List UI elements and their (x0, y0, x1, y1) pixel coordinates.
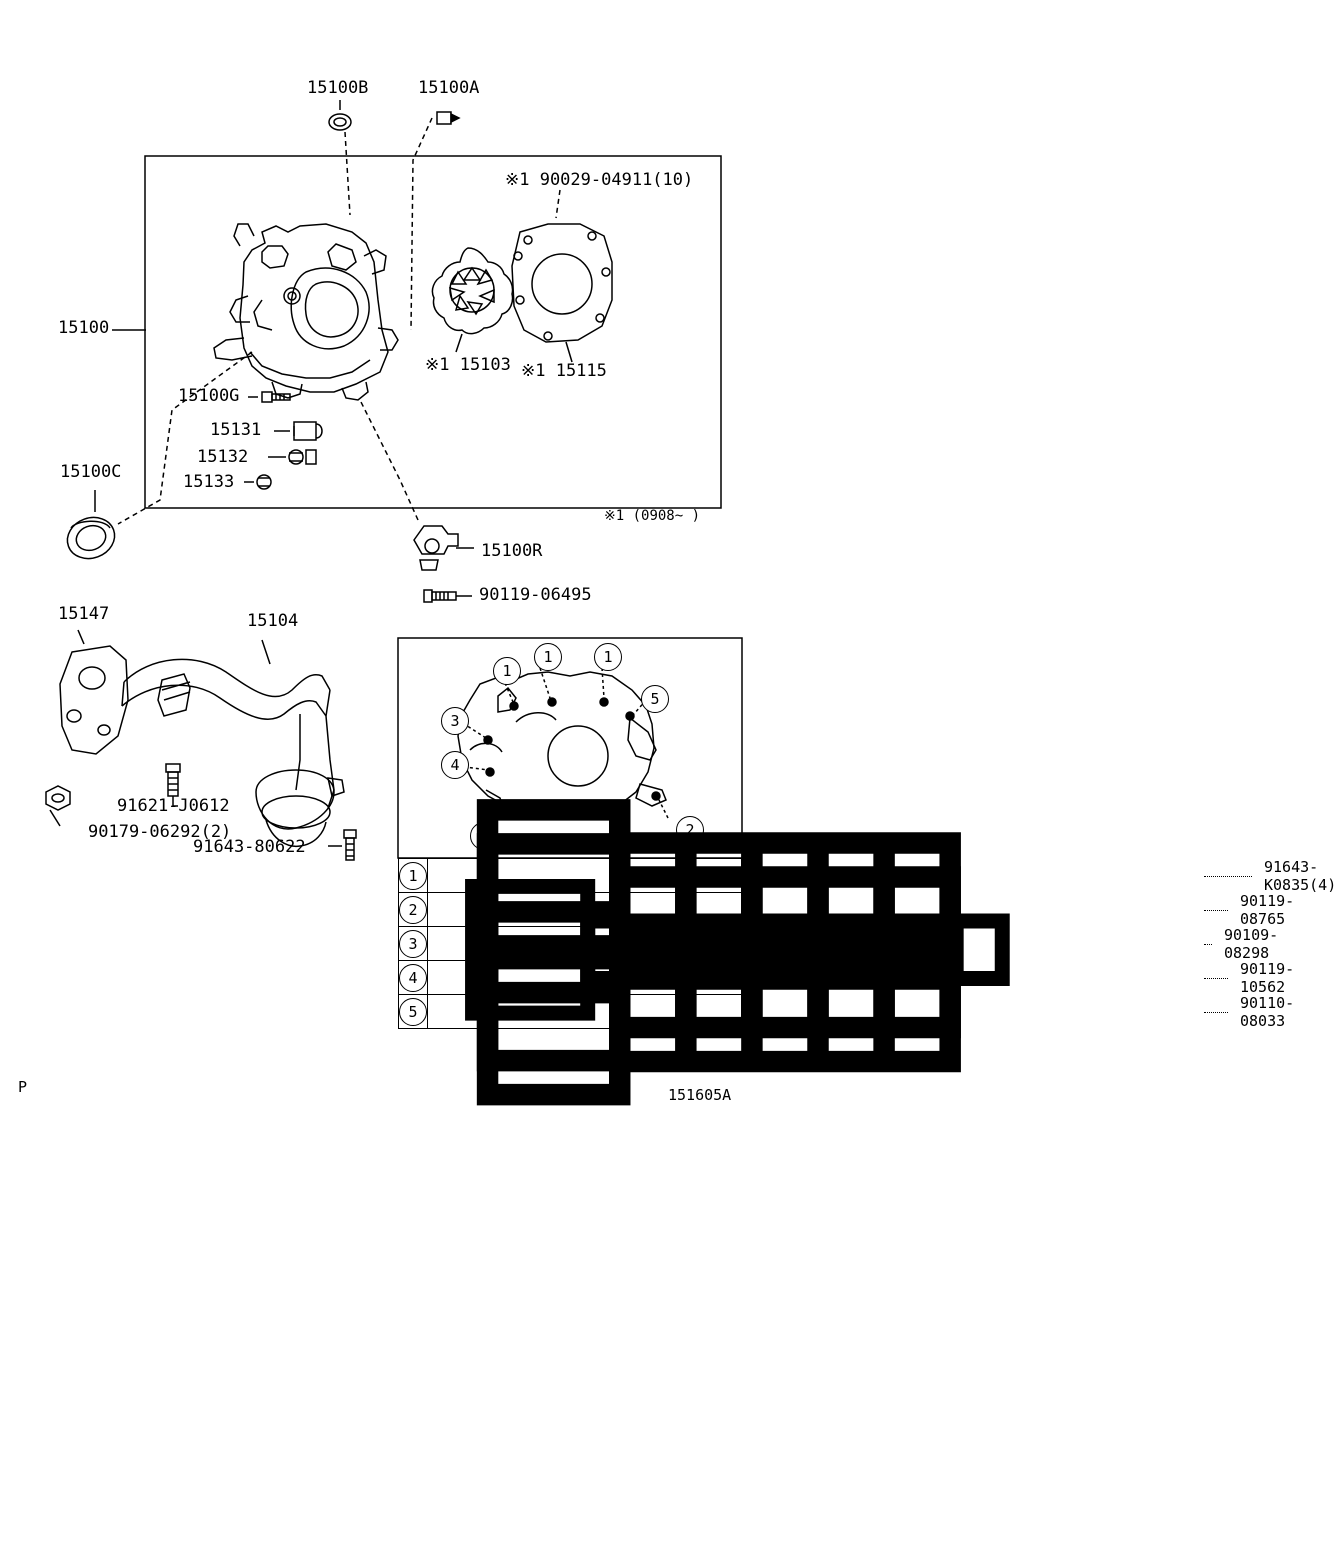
label-90029-04911: ※1 90029-04911(10) (505, 170, 694, 190)
table-row (399, 993, 1295, 1030)
table-cell-part (428, 456, 1294, 1568)
part-91643-80622-bolt (344, 830, 356, 860)
page-mark: P (18, 1078, 28, 1096)
callout-number: 2 (399, 896, 427, 924)
callout-marker: 5 (641, 685, 669, 713)
callout-table (398, 857, 1336, 1030)
table-cell-number (399, 995, 428, 1028)
table-cell-number (399, 927, 428, 960)
callout-marker: 1 (534, 643, 562, 671)
part-15100b-ring (329, 114, 351, 130)
callout-number: 3 (399, 930, 427, 958)
label-15104: 15104 (247, 611, 299, 631)
table-cell-number (399, 961, 428, 994)
callout-marker: 4 (441, 751, 469, 779)
label-15100: 15100 (58, 318, 110, 338)
part-15104-strainer (122, 659, 344, 846)
table-cell-number (399, 893, 428, 926)
label-15103: ※1 15103 (425, 355, 511, 375)
part-number: 90119-08765 (1240, 891, 1295, 928)
diagram-code: 151605A (668, 1086, 732, 1104)
label-15100a: 15100A (418, 78, 480, 98)
note-date-range: ※1 (0908~ ) (604, 508, 701, 524)
callout-marker: 1 (470, 822, 498, 850)
part-number: 90110-08033 (1240, 993, 1295, 1030)
bolt-icon (438, 456, 1198, 1568)
label-15100r: 15100R (481, 541, 543, 561)
part-number: 90119-10562 (1240, 959, 1295, 996)
label-15100b: 15100B (307, 78, 369, 98)
label-90179-06292: 90179-06292(2) (88, 822, 232, 842)
label-15133: 15133 (183, 472, 235, 492)
table-cell-number (399, 859, 428, 892)
label-91621-j0612: 91621-J0612 (117, 796, 230, 816)
label-15100c: 15100C (60, 462, 122, 482)
label-90119-06495: 90119-06495 (479, 585, 592, 605)
callout-marker: 1 (594, 643, 622, 671)
part-15131-plunger (294, 422, 322, 440)
label-15132: 15132 (197, 447, 249, 467)
callout-marker: 2 (676, 816, 704, 844)
part-15132-spring (289, 450, 316, 464)
part-15100c-seal (62, 511, 121, 565)
callout-number: 4 (399, 964, 427, 992)
label-91643-80622: 91643-80622 (193, 837, 306, 857)
part-91621-j0612-bolt (166, 764, 180, 796)
part-15147-gasket (60, 646, 128, 754)
label-15147: 15147 (58, 604, 110, 624)
label-15100g: 15100G (178, 386, 240, 406)
part-number: 91643-K0835(4) (1264, 857, 1336, 894)
part-90179-06292-nut (46, 786, 70, 810)
label-15131: 15131 (210, 420, 262, 440)
callout-number: 5 (399, 998, 427, 1026)
label-15115: ※1 15115 (521, 361, 607, 381)
callout-marker: 1 (493, 657, 521, 685)
callout-number: 1 (399, 862, 427, 890)
part-number: 90109-08298 (1224, 925, 1279, 962)
callout-marker: 3 (441, 707, 469, 735)
part-15133-plug (257, 475, 271, 489)
